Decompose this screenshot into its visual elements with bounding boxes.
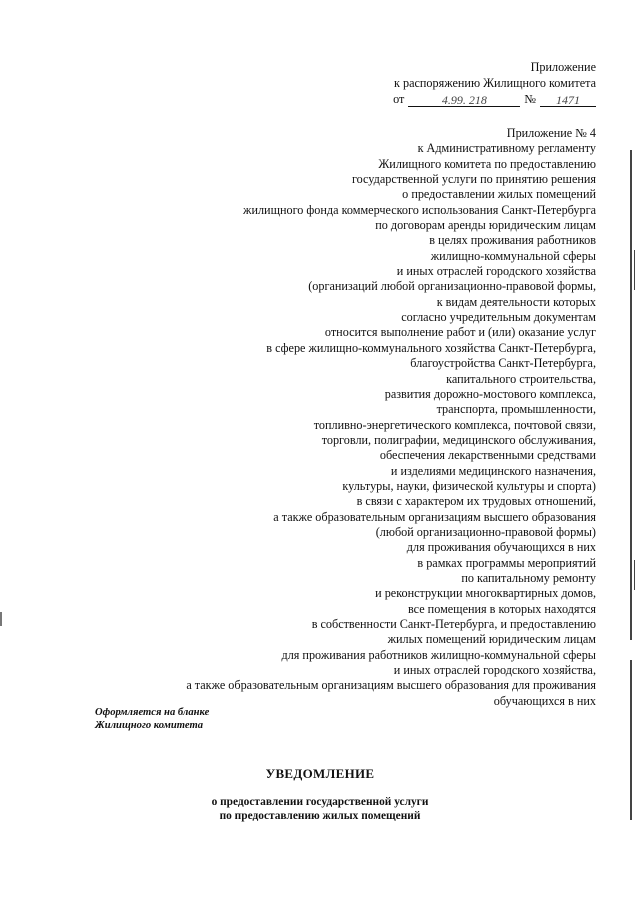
- annex-line: и иных отраслей городского хозяйства: [396, 264, 596, 279]
- scan-edge-line: [630, 150, 632, 640]
- annex-line: транспорта, промышленности,: [436, 402, 596, 417]
- annex-line: и изделиями медицинского назначения,: [390, 463, 596, 478]
- order-number-field: 1471: [540, 94, 596, 107]
- annex-line: и иных отраслей городского хозяйства,: [393, 663, 596, 678]
- scan-edge-mark: [634, 560, 635, 590]
- order-date-field: 4.99. 218: [408, 94, 520, 107]
- annex-line: а также образовательным организациям высшего образования: [273, 509, 596, 524]
- annex-line: все помещения в которых находятся: [407, 601, 596, 616]
- letterhead-note-line: Жилищного комитета: [95, 720, 204, 731]
- annex-line: в целях проживания работников: [429, 233, 596, 248]
- annex-line: согласно учредительным документам: [401, 310, 596, 325]
- annex-line: жилищно-коммунальной сферы: [430, 248, 596, 263]
- number-label: №: [524, 92, 536, 106]
- annex-line: развития дорожно-мостового комплекса,: [384, 386, 596, 401]
- annex-line: о предоставлении жилых помещений: [402, 187, 596, 202]
- scan-edge-mark: [0, 612, 2, 626]
- annex-line: благоустройства Санкт-Петербурга,: [410, 356, 596, 371]
- annex-line: а также образовательным организациям высшего образования для проживания: [186, 678, 596, 693]
- annex-line: в собственности Санкт-Петербурга, и предоставлению: [311, 617, 596, 631]
- annex-line: топливно-энергетического комплекса, почтовой связи,: [313, 417, 596, 432]
- scan-edge-mark: [634, 250, 635, 290]
- annex-line: для проживания работников жилищно-коммунальной сферы: [281, 647, 596, 662]
- annex-line: обеспечения лекарственными средствами: [379, 448, 596, 463]
- annex-line: по капитальному ремонту: [461, 570, 596, 585]
- annex-line: культуры, науки, физической культуры и спорта): [342, 478, 596, 493]
- notice-subtitle: [0, 795, 640, 823]
- annex-line: капитального строительства,: [446, 371, 596, 386]
- annex-line: (любой организационно-правовой формы): [375, 524, 596, 539]
- from-label: от: [393, 92, 405, 106]
- annex-line: торговли, полиграфии, медицинского обслуживания,: [321, 432, 596, 447]
- annex-line: в рамках программы мероприятий: [417, 555, 596, 570]
- annex-line: (организаций любой организационно-правовой формы,: [308, 279, 596, 294]
- annex-line: относится выполнение работ и (или) оказание услуг: [324, 325, 596, 340]
- annex-line: для проживания обучающихся в них: [406, 540, 596, 555]
- appendix-title: Приложение: [530, 60, 596, 74]
- annex-line: к Административному регламенту: [417, 141, 596, 156]
- annex-line: Жилищного комитета по предоставлению: [378, 156, 596, 171]
- annex-line: жилищного фонда коммерческого использования Санкт-Петербурга: [243, 202, 596, 217]
- annex-line: в сфере жилищно-коммунального хозяйства Санкт-Петербурга,: [266, 340, 596, 355]
- letterhead-note: [95, 706, 209, 732]
- appendix-order-ref: к распоряжению Жилищного комитета: [394, 76, 596, 90]
- annex-line: к видам деятельности которых: [436, 294, 596, 309]
- letterhead-note-line: Оформляется на бланке: [95, 707, 210, 718]
- annex-line: жилых помещений юридическим лицам: [387, 632, 596, 647]
- annex-reference-block: [76, 126, 596, 709]
- notice-title: УВЕДОМЛЕНИЕ: [265, 766, 375, 781]
- annex-line: государственной услуги по принятию решения: [351, 172, 596, 187]
- notice-subtitle-line: о предоставлении государственной услуги: [211, 796, 429, 808]
- annex-line: по договорам аренды юридическим лицам: [375, 218, 596, 233]
- annex-line: обучающихся в них: [493, 693, 596, 708]
- annex-line: в связи с характером их трудовых отношений,: [356, 494, 596, 509]
- order-date-number-line: [336, 91, 596, 107]
- notice-subtitle-line: по предоставлению жилых помещений: [219, 810, 421, 822]
- annex-line: и реконструкции многоквартирных домов,: [375, 586, 596, 601]
- annex-line: Приложение № 4: [506, 126, 596, 140]
- appendix-header: [336, 59, 596, 107]
